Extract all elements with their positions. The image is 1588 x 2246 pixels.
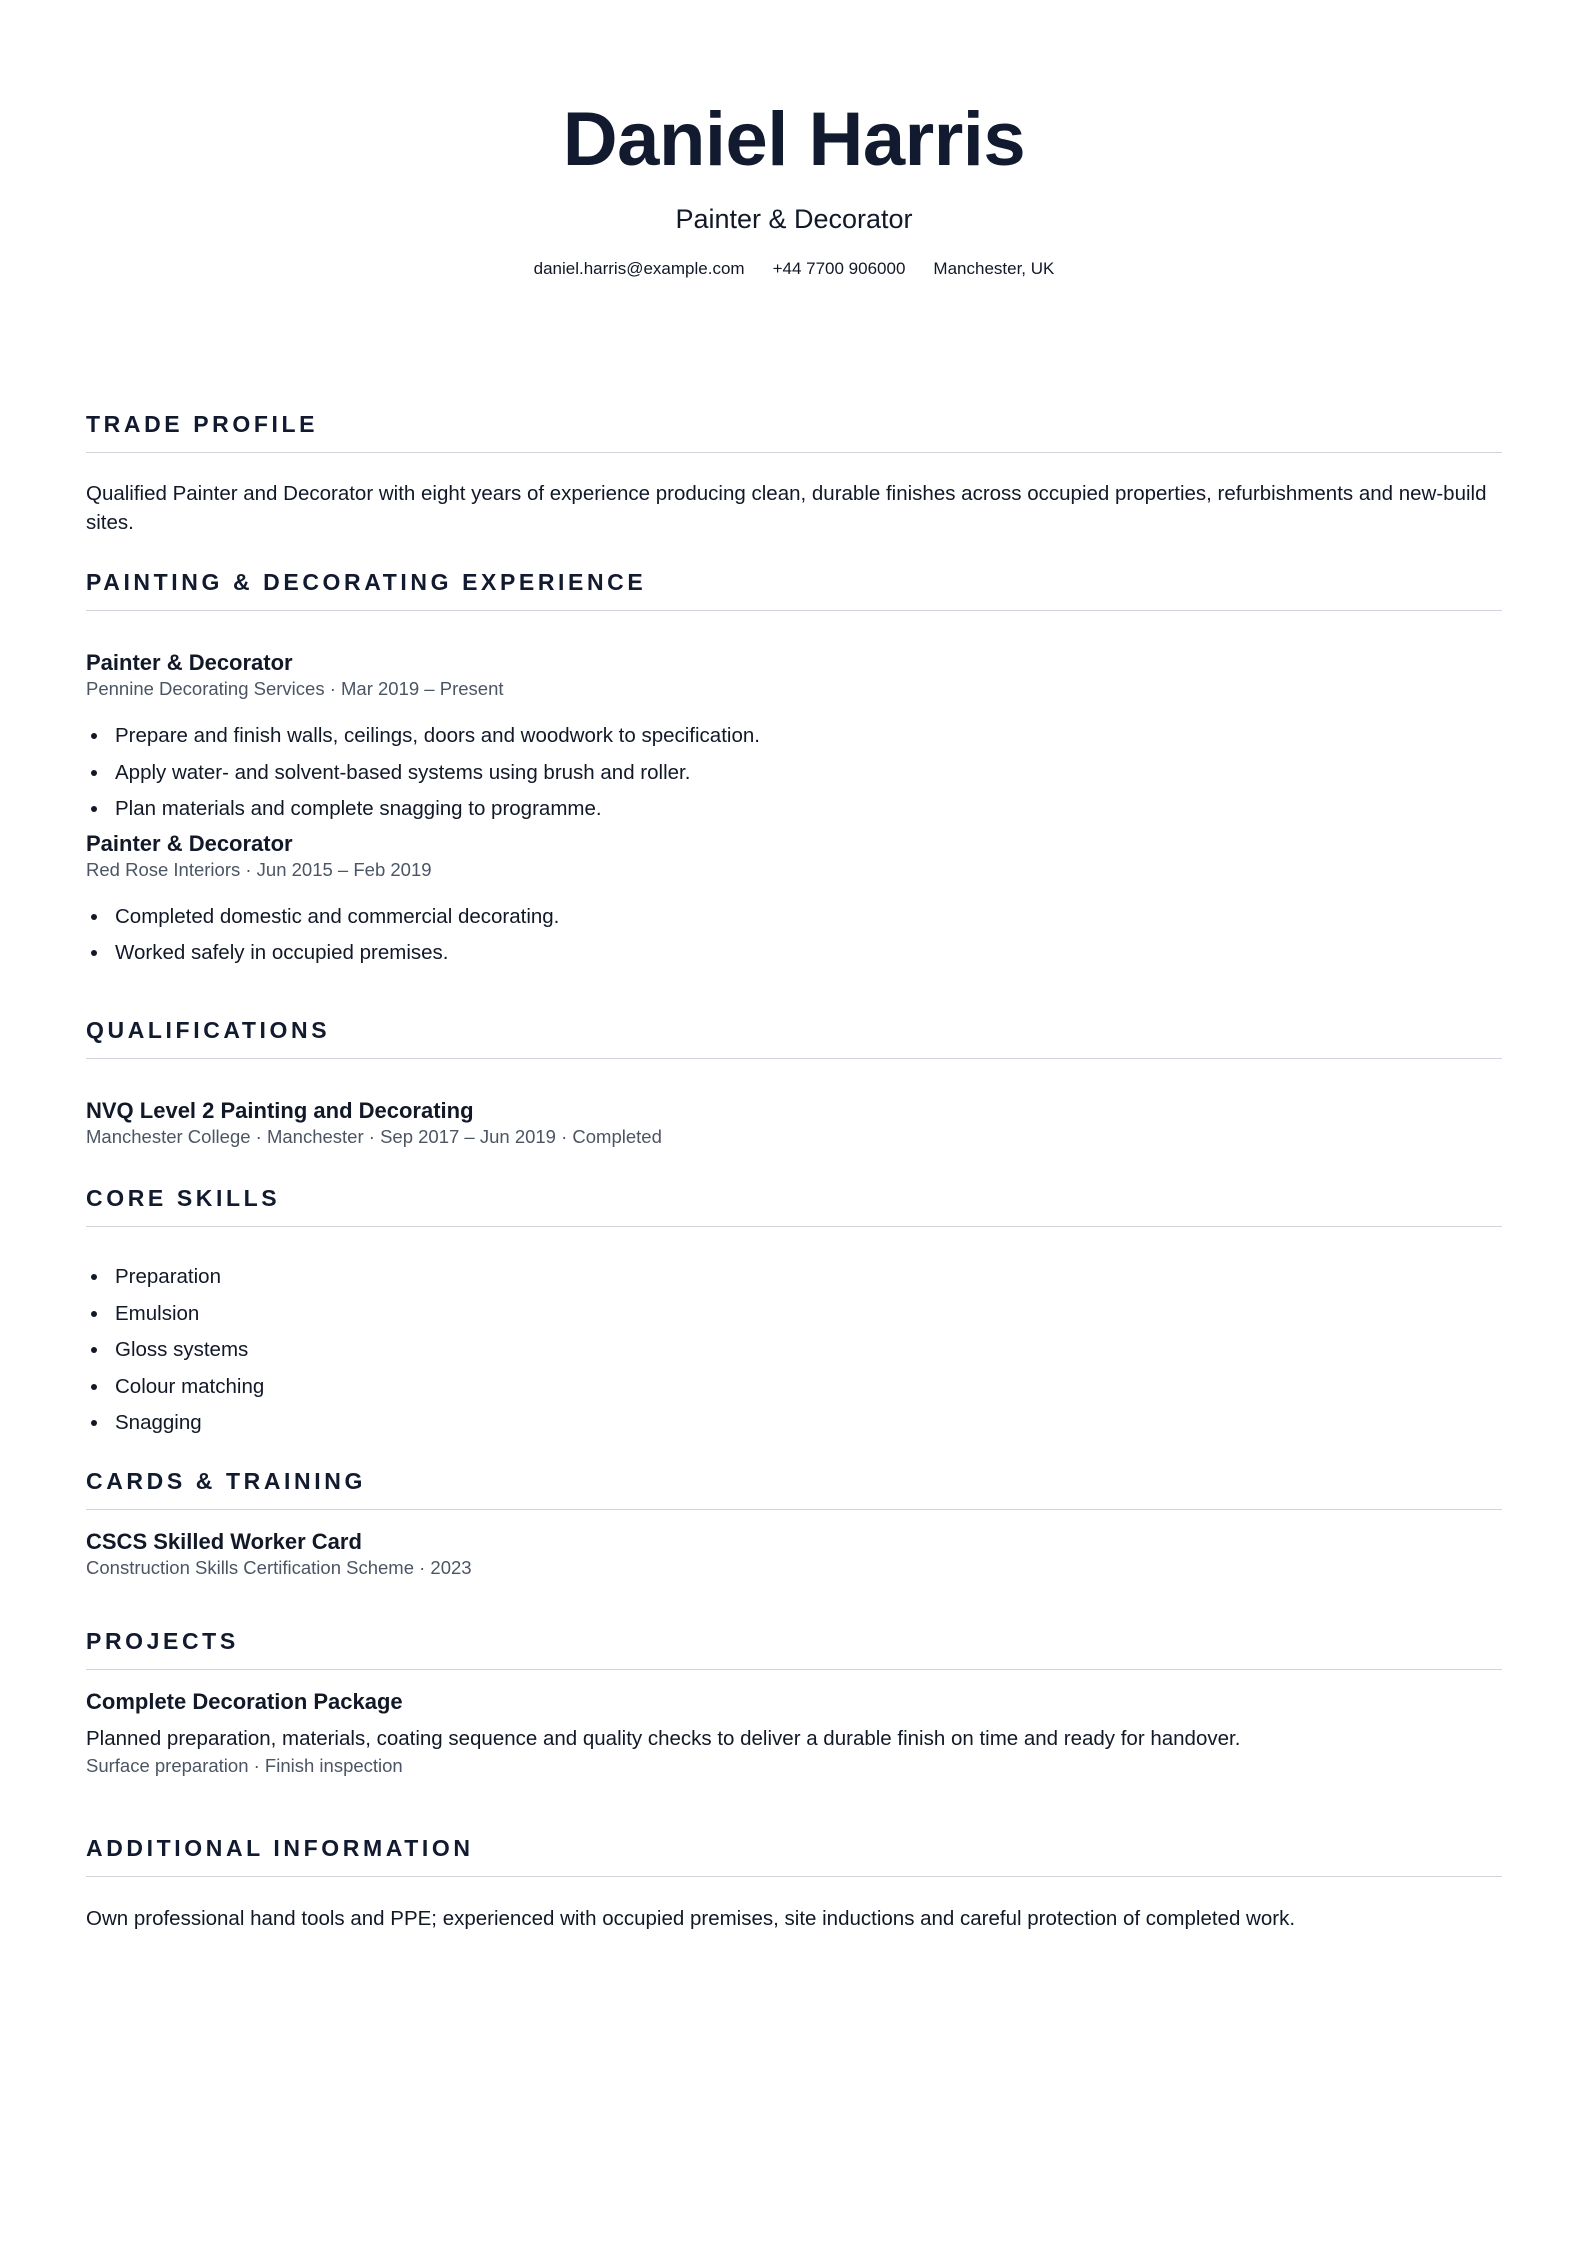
- list-item: Completed domestic and commercial decorating.: [86, 902, 1502, 931]
- list-item: Colour matching: [86, 1372, 1502, 1401]
- card-entry: [86, 1528, 1502, 1580]
- section-experience: [86, 568, 1502, 975]
- list-item: Prepare and finish walls, ceilings, doors and woodwork to specification.: [86, 721, 1502, 750]
- candidate-role: Painter & Decorator: [675, 204, 913, 234]
- section-qualifications: [86, 1016, 1502, 1149]
- job-meta: Red Rose Interiors · Jun 2015 – Feb 2019: [86, 858, 432, 880]
- list-item: Snagging: [86, 1408, 1502, 1437]
- contact-phone: +44 7700 906000: [772, 259, 906, 278]
- section-title: ADDITIONAL INFORMATION: [86, 1834, 1502, 1877]
- job-bullets: [86, 902, 1502, 968]
- contact-line: [86, 258, 1502, 280]
- qualification-meta: Manchester College · Manchester · Sep 2017 – Jun 2019 · Completed: [86, 1126, 662, 1147]
- list-item: Emulsion: [86, 1299, 1502, 1328]
- contact-email: daniel.harris@example.com: [533, 259, 745, 278]
- qualification-name: NVQ Level 2 Painting and Decorating: [86, 1098, 474, 1123]
- project-tags: Surface preparation · Finish inspection: [86, 1755, 403, 1776]
- section-title: PAINTING & DECORATING EXPERIENCE: [86, 568, 1502, 611]
- job-title: Painter & Decorator: [86, 830, 293, 856]
- experience-entry: [86, 649, 1502, 823]
- section-title: PROJECTS: [86, 1627, 1502, 1670]
- card-meta: Construction Skills Certification Scheme · 2023: [86, 1557, 472, 1578]
- list-item: Preparation: [86, 1262, 1502, 1291]
- candidate-name: Daniel Harris: [562, 97, 1026, 182]
- list-item: Plan materials and complete snagging to programme.: [86, 794, 1502, 823]
- contact-location: Manchester, UK: [933, 259, 1055, 278]
- qualification-entry: [86, 1097, 1502, 1149]
- section-core-skills: [86, 1184, 1502, 1445]
- card-name: CSCS Skilled Worker Card: [86, 1529, 362, 1554]
- project-entry: [86, 1688, 1502, 1778]
- section-title: CORE SKILLS: [86, 1184, 1502, 1227]
- list-item: Worked safely in occupied premises.: [86, 938, 1502, 967]
- section-additional-information: [86, 1834, 1502, 1933]
- additional-text: Own professional hand tools and PPE; experienced with occupied premises, site inductions and careful protection of completed work.: [86, 1907, 1296, 1930]
- job-bullets: [86, 721, 1502, 823]
- job-title: Painter & Decorator: [86, 650, 293, 675]
- section-title: CARDS & TRAINING: [86, 1467, 1502, 1510]
- section-projects: [86, 1627, 1502, 1778]
- section-trade-profile: [86, 410, 1502, 537]
- section-title: TRADE PROFILE: [86, 410, 1502, 453]
- skills-list: [86, 1262, 1502, 1437]
- profile-text: Qualified Painter and Decorator with eight years of experience producing clean, durable finishes across occupied properties, refurbishments and new-build sites.: [86, 482, 1487, 534]
- section-title: QUALIFICATIONS: [86, 1016, 1502, 1059]
- section-cards-training: [86, 1467, 1502, 1580]
- project-description: Planned preparation, materials, coating sequence and quality checks to deliver a durable finish on time and ready for handover.: [86, 1727, 1241, 1750]
- project-name: Complete Decoration Package: [86, 1689, 403, 1714]
- list-item: Gloss systems: [86, 1335, 1502, 1364]
- experience-entry: [86, 830, 1502, 968]
- job-meta: Pennine Decorating Services · Mar 2019 – Present: [86, 678, 504, 699]
- resume-header: [86, 0, 1502, 280]
- list-item: Apply water- and solvent-based systems using brush and roller.: [86, 758, 1502, 787]
